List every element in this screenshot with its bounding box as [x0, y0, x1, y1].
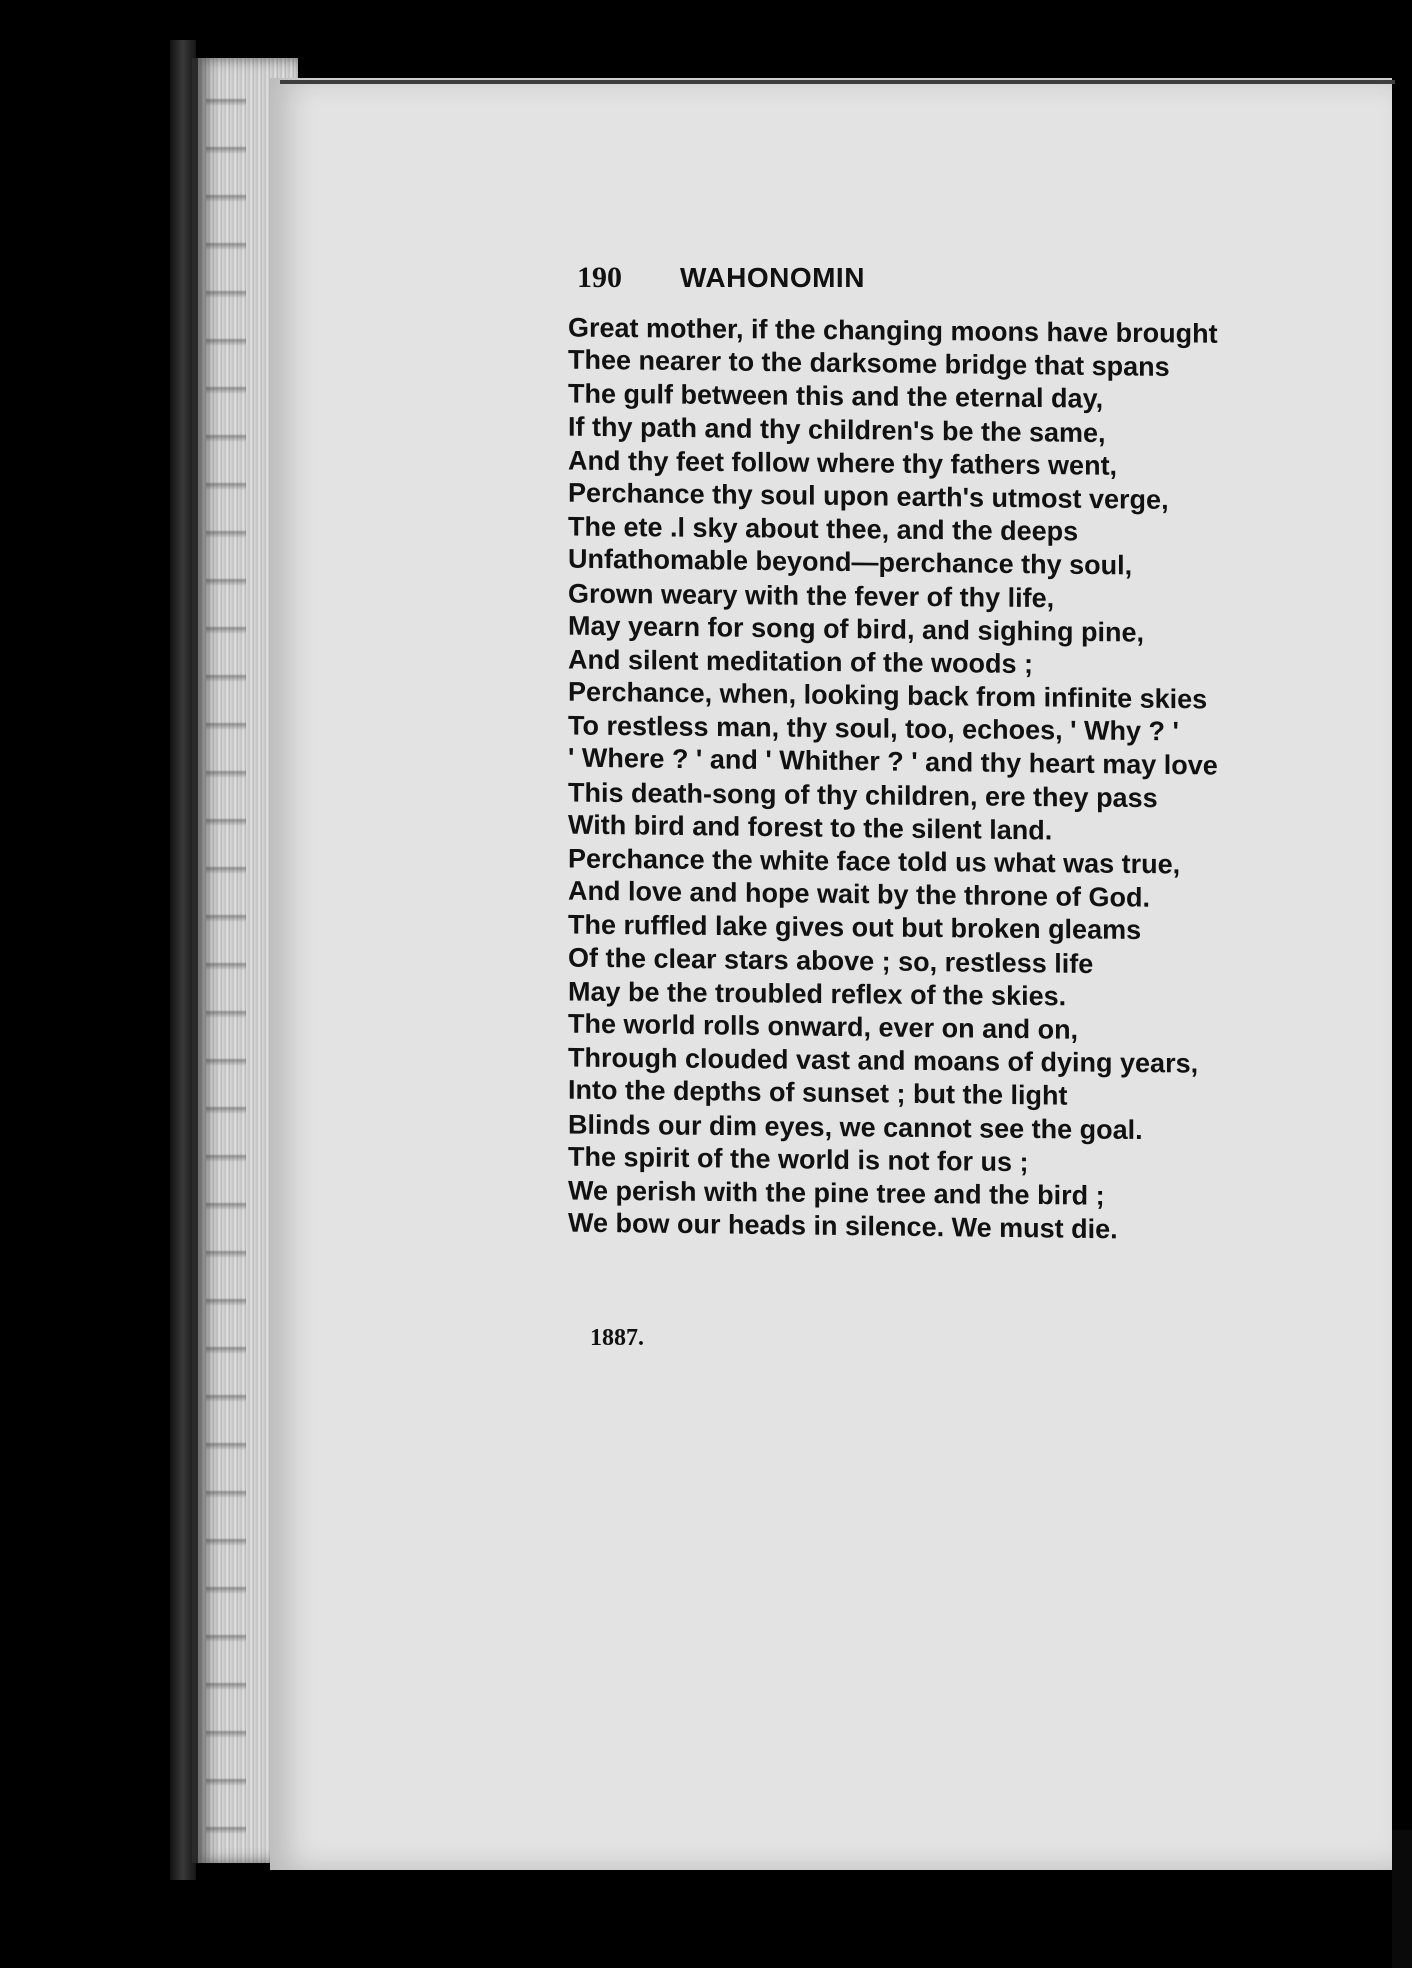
poem-line: We perish with the pine tree and the bird ; — [568, 1175, 1105, 1211]
poem-line: The world rolls onward, ever on and on, — [568, 1008, 1079, 1045]
poem-line: Thee nearer to the darksome bridge that spans — [568, 344, 1170, 383]
poem-line: Great mother, if the changing moons have brought — [568, 312, 1218, 349]
page-header — [577, 258, 1057, 298]
poem-line: And silent meditation of the woods ; — [568, 644, 1033, 679]
poem-line: The spirit of the world is not for us ; — [568, 1141, 1029, 1177]
poem-line: Into the depths of sunset ; but the light — [568, 1074, 1068, 1112]
poem-text — [568, 312, 1288, 1245]
poem-line: Of the clear stars above ; so, restless life — [568, 942, 1094, 979]
poem-line: Unfathomable beyond—perchance thy soul, — [568, 543, 1133, 581]
poem-line: The ruffled lake gives out but broken gleams — [568, 909, 1142, 946]
poem-line: Grown weary with the fever of thy life, — [568, 578, 1055, 613]
poem-line: Perchance the white face told us what was true, — [568, 843, 1181, 880]
poem-line: Blinds our dim eyes, we cannot see the goal. — [568, 1109, 1143, 1145]
poem-line: Perchance thy soul upon earth's utmost verge, — [568, 477, 1169, 515]
poem-line: We bow our heads in silence. We must die. — [568, 1207, 1118, 1245]
poem-line: The gulf between this and the eternal day, — [568, 378, 1104, 415]
running-title: WAHONOMIN — [680, 262, 865, 293]
poem-line: Through clouded vast and moans of dying years, — [568, 1042, 1199, 1079]
poem-line: Perchance, when, looking back from infinite skies — [568, 676, 1208, 715]
poem-line: May be the troubled reflex of the skies. — [568, 976, 1067, 1012]
poem-date: 1887. — [590, 1325, 644, 1351]
poem-line: The ete .l sky about thee, and the deeps — [568, 511, 1079, 547]
poem-line: To restless man, thy soul, too, echoes, ' Why ? ' — [568, 710, 1179, 747]
poem-line: And thy feet follow where thy fathers went, — [568, 445, 1118, 481]
poem-line: And love and hope wait by the throne of God. — [568, 875, 1151, 913]
poem-line: If thy path and thy children's be the same, — [568, 411, 1106, 448]
poem-line: May yearn for song of bird, and sighing pine, — [568, 610, 1145, 648]
poem-line: This death-song of thy children, ere they pass — [568, 777, 1158, 813]
poem-line: With bird and forest to the silent land. — [568, 809, 1053, 846]
page-top-edge — [280, 80, 1395, 84]
page-number: 190 — [577, 261, 622, 294]
right-binding-edge — [1392, 1830, 1412, 1968]
poem-line: ' Where ? ' and ' Whither ? ' and thy heart may love — [568, 743, 1218, 781]
